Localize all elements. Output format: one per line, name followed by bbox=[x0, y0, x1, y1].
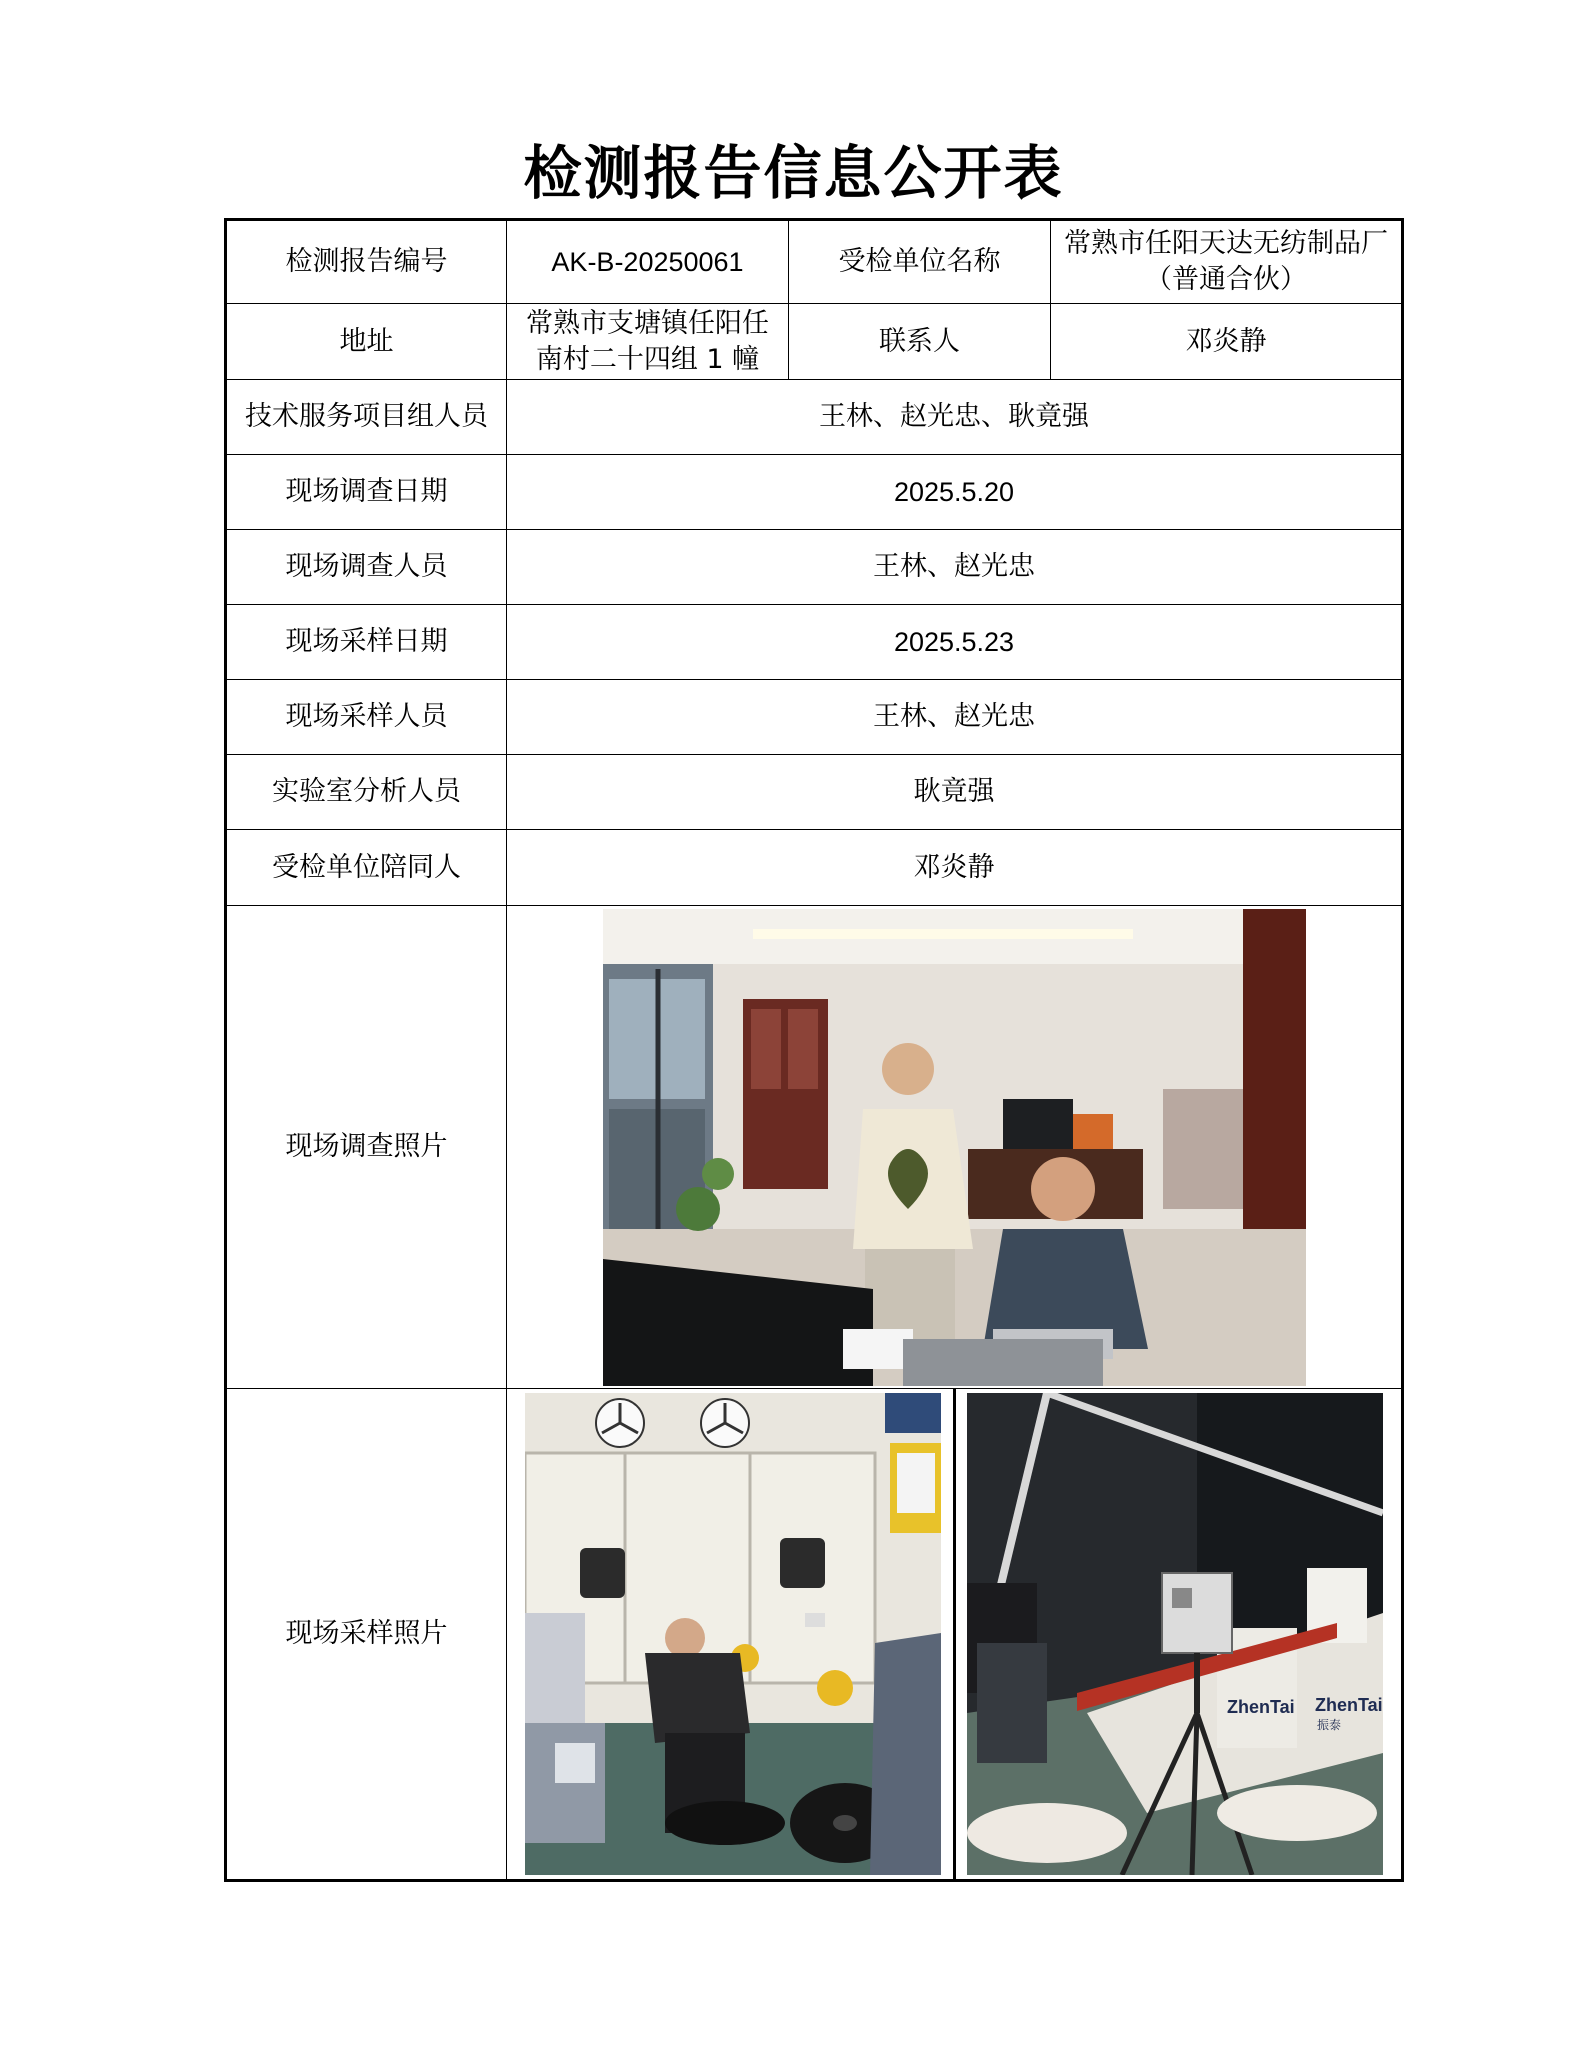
table-row bbox=[226, 755, 1403, 830]
sampling-photo-label: 现场采样照片 bbox=[226, 1389, 507, 1881]
contact-value: 邓炎静 bbox=[1051, 304, 1403, 380]
sampling-date-label: 现场采样日期 bbox=[226, 605, 507, 680]
lab-analyst-value: 耿竟强 bbox=[507, 755, 1403, 830]
sampling-photo-right-cell bbox=[956, 1389, 1396, 1879]
contact-label: 联系人 bbox=[789, 304, 1051, 380]
survey-photo bbox=[603, 909, 1306, 1386]
survey-staff-value: 王林、赵光忠 bbox=[507, 530, 1403, 605]
report-no-value: AK-B-20250061 bbox=[507, 220, 789, 304]
sampling-staff-label: 现场采样人员 bbox=[226, 680, 507, 755]
survey-date-value: 2025.5.20 bbox=[507, 455, 1403, 530]
unit-name-value: 常熟市任阳天达无纺制品厂（普通合伙） bbox=[1051, 220, 1403, 304]
report-table bbox=[224, 218, 1404, 1882]
table-row bbox=[226, 1389, 1403, 1881]
sampling-staff-value: 王林、赵光忠 bbox=[507, 680, 1403, 755]
brand-cn: 振泰 bbox=[1317, 1718, 1342, 1732]
table-row bbox=[226, 830, 1403, 906]
page-title: 检测报告信息公开表 bbox=[523, 139, 1064, 207]
sampling-photo-1 bbox=[525, 1393, 941, 1875]
table-row bbox=[226, 455, 1403, 530]
table-row bbox=[226, 220, 1403, 304]
sampling-photo-cell bbox=[507, 1389, 1403, 1881]
sampling-date-value: 2025.5.23 bbox=[507, 605, 1403, 680]
address-label: 地址 bbox=[226, 304, 507, 380]
brand-text: ZhenTai bbox=[1227, 1697, 1295, 1717]
unit-name-label: 受检单位名称 bbox=[789, 220, 1051, 304]
table-row bbox=[226, 380, 1403, 455]
team-members-value: 王林、赵光忠、耿竟强 bbox=[507, 380, 1403, 455]
escort-label: 受检单位陪同人 bbox=[226, 830, 507, 906]
table-row bbox=[226, 680, 1403, 755]
table-row bbox=[226, 304, 1403, 380]
survey-staff-label: 现场调查人员 bbox=[226, 530, 507, 605]
sampling-photo-left-cell bbox=[513, 1389, 956, 1879]
survey-photo-cell bbox=[507, 906, 1403, 1389]
table-row bbox=[226, 906, 1403, 1389]
report-no-label: 检测报告编号 bbox=[226, 220, 507, 304]
escort-value: 邓炎静 bbox=[507, 830, 1403, 906]
sampling-photo-2 bbox=[967, 1393, 1383, 1875]
lab-analyst-label: 实验室分析人员 bbox=[226, 755, 507, 830]
survey-photo-label: 现场调查照片 bbox=[226, 906, 507, 1389]
address-value: 常熟市支塘镇任阳任南村二十四组 1 幢 bbox=[507, 304, 789, 380]
brand-text-2: ZhenTai bbox=[1315, 1695, 1383, 1715]
survey-date-label: 现场调查日期 bbox=[226, 455, 507, 530]
table-row bbox=[226, 605, 1403, 680]
team-members-label: 技术服务项目组人员 bbox=[226, 380, 507, 455]
sampling-photo-split bbox=[513, 1389, 1395, 1879]
table-row bbox=[226, 530, 1403, 605]
